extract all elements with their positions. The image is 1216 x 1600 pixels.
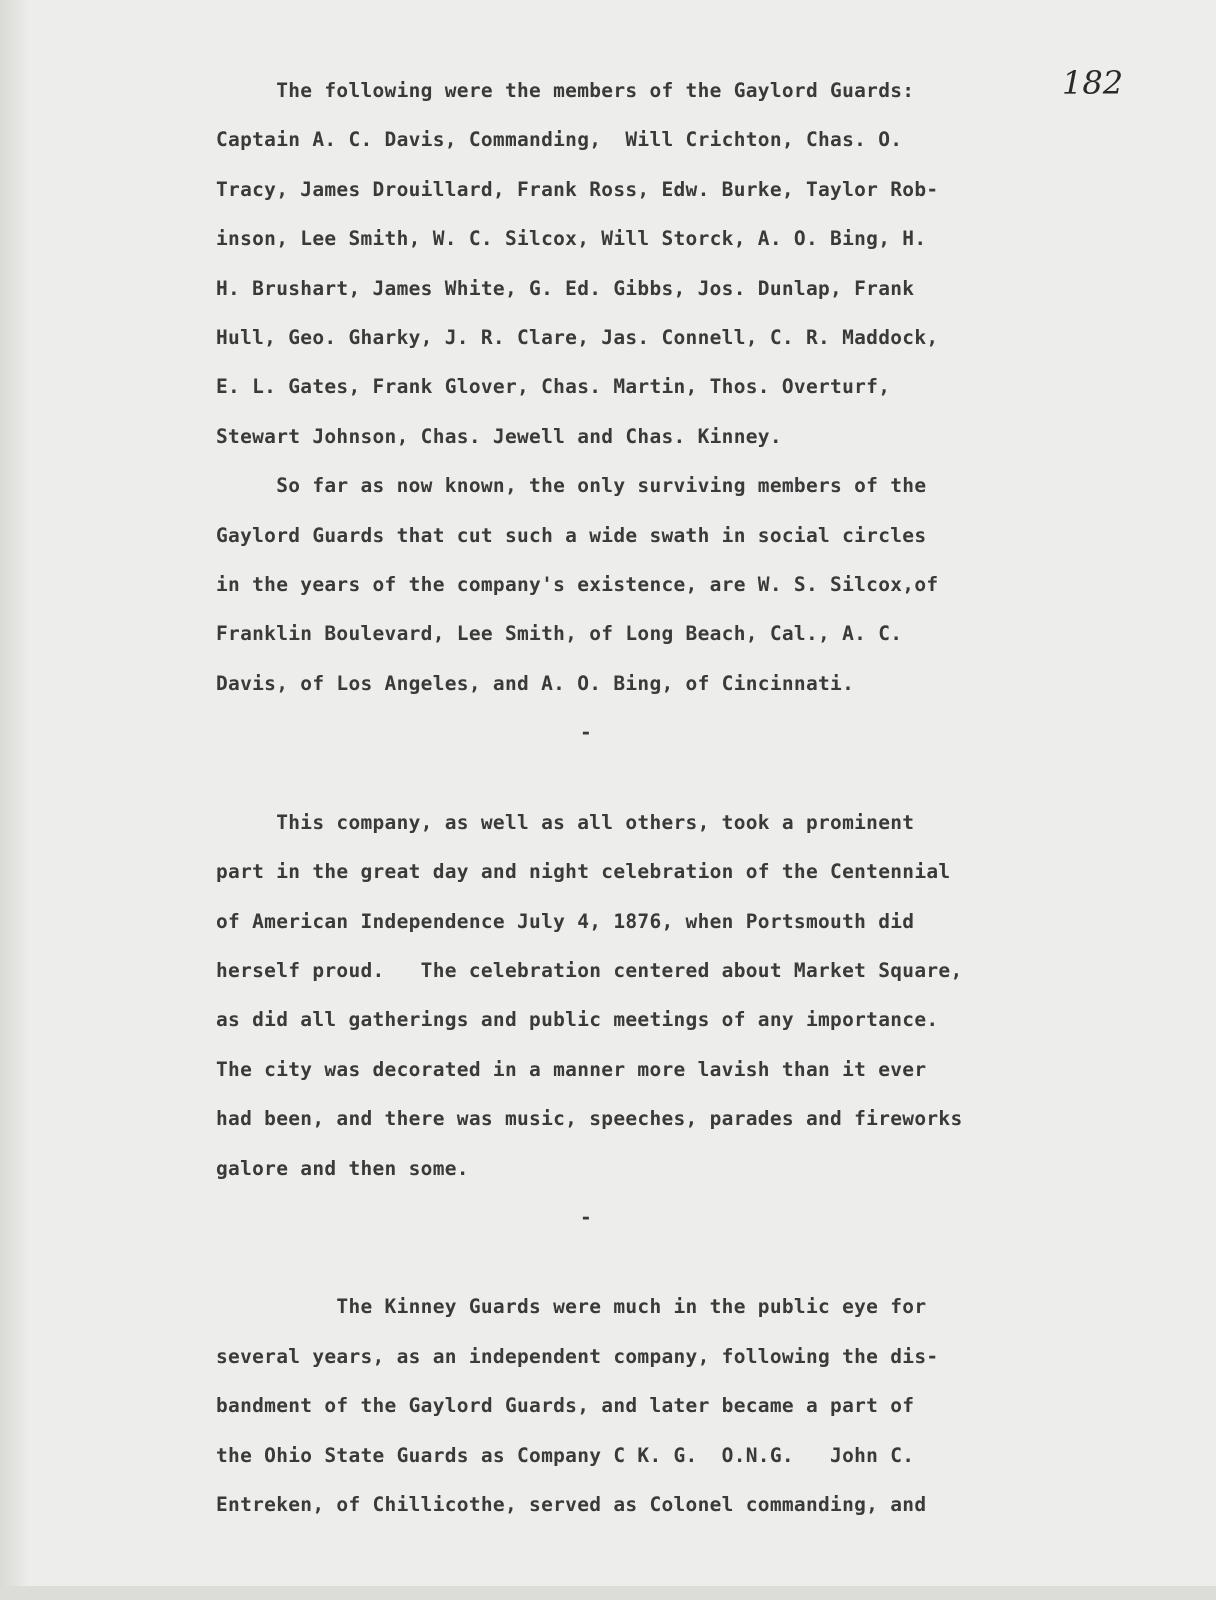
page-bottom-edge — [0, 1586, 1216, 1600]
text-line: inson, Lee Smith, W. C. Silcox, Will Storck, A. O. Bing, H. — [216, 227, 927, 251]
text-line: in the years of the company's existence, are W. S. Silcox,of — [216, 573, 939, 597]
text-line: part in the great day and night celebration of the Centennial — [216, 860, 951, 884]
section-separator: - — [579, 1205, 593, 1229]
text-line: herself proud. The celebration centered about Market Square, — [216, 958, 963, 982]
paragraph-members — [216, 66, 1116, 461]
text-line: Entreken, of Chillicothe, served as Colonel commanding, and — [216, 1492, 927, 1516]
typed-text-body — [216, 66, 1116, 1529]
text-line: Captain A. C. Davis, Commanding, Will Crichton, Chas. O. — [216, 128, 903, 152]
text-line: Franklin Boulevard, Lee Smith, of Long Beach, Cal., A. C. — [216, 622, 903, 646]
text-line: bandment of the Gaylord Guards, and later became a part of — [216, 1394, 915, 1418]
text-line: Davis, of Los Angeles, and A. O. Bing, of Cincinnati. — [216, 671, 855, 695]
text-line: had been, and there was music, speeches, parades and fireworks — [216, 1107, 963, 1131]
paragraph-centennial — [216, 798, 1116, 1193]
text-line: as did all gatherings and public meetings of any importance. — [216, 1008, 939, 1032]
text-line: of American Independence July 4, 1876, when Portsmouth did — [216, 909, 915, 933]
text-line: E. L. Gates, Frank Glover, Chas. Martin, Thos. Overturf, — [216, 375, 891, 399]
text-line: The city was decorated in a manner more lavish than it ever — [216, 1057, 927, 1081]
paragraph-survivors — [216, 461, 1116, 708]
text-line: Stewart Johnson, Chas. Jewell and Chas. Kinney. — [216, 424, 782, 448]
section-separator: - — [579, 721, 593, 745]
text-line: the Ohio State Guards as Company C K. G. O.N.G. John C. — [216, 1443, 915, 1467]
text-line: several years, as an independent company, following the dis- — [216, 1344, 939, 1368]
paragraph-kinney-guards — [216, 1282, 1116, 1529]
text-line: This company, as well as all others, took a prominent — [216, 810, 915, 834]
text-line: The Kinney Guards were much in the public eye for — [216, 1295, 927, 1319]
page-edge — [0, 0, 30, 1600]
text-line: galore and then some. — [216, 1156, 469, 1180]
text-line: Gaylord Guards that cut such a wide swath in social circles — [216, 523, 927, 547]
text-line: H. Brushart, James White, G. Ed. Gibbs, Jos. Dunlap, Frank — [216, 276, 915, 300]
text-line: So far as now known, the only surviving members of the — [216, 474, 927, 498]
text-line: Hull, Geo. Gharky, J. R. Clare, Jas. Connell, C. R. Maddock, — [216, 326, 939, 350]
page-number: 182 — [1062, 64, 1124, 102]
text-line: The following were the members of the Gaylord Guards: — [216, 79, 915, 102]
text-line: Tracy, James Drouillard, Frank Ross, Edw. Burke, Taylor Rob- — [216, 177, 939, 201]
